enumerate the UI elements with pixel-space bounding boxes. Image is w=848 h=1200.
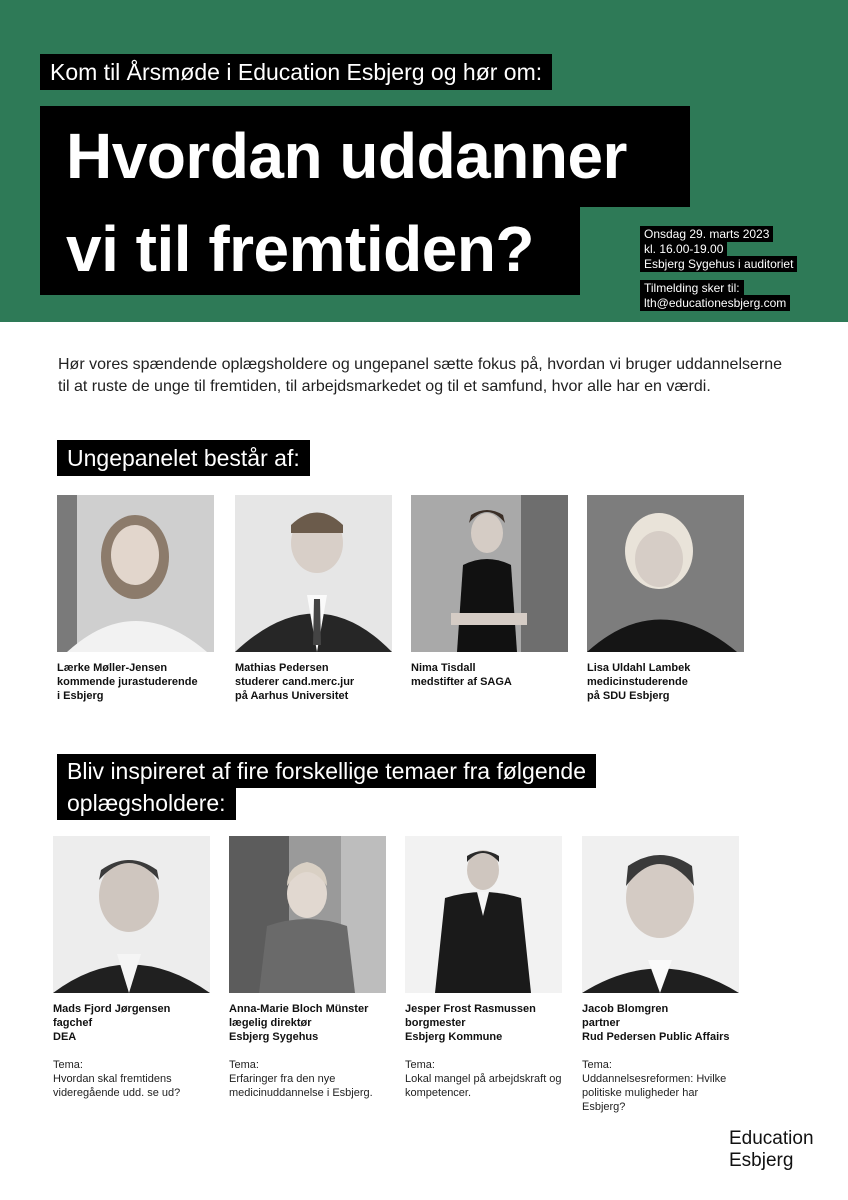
speaker-role: lægelig direktør — [229, 1017, 312, 1029]
member-name: Mathias Pedersen — [235, 662, 329, 674]
speaker-org: Esbjerg Kommune — [405, 1031, 503, 1043]
portrait-photo — [587, 495, 744, 652]
speaker-org: Rud Pedersen Public Affairs — [582, 1031, 730, 1043]
speaker-tema: Tema: Hvordan skal fremtidens videregående udd. se ud? — [53, 1059, 181, 1099]
portrait-photo — [405, 836, 562, 993]
event-date: Onsdag 29. marts 2023 — [640, 226, 773, 242]
kicker-label: Kom til Årsmøde i Education Esbjerg og hør om: — [40, 54, 552, 90]
brand-line-1: Education — [729, 1128, 814, 1149]
portrait-photo — [411, 495, 568, 652]
speaker — [229, 836, 389, 1100]
brand-logo — [729, 1128, 814, 1172]
member-role: på Aarhus Universitet — [235, 690, 349, 702]
speaker — [405, 836, 565, 1100]
portrait-photo — [582, 836, 739, 993]
portrait-photo — [57, 495, 214, 652]
member-name: Lisa Uldahl Lambek — [587, 662, 691, 674]
speakers-heading-line-2: oplægsholdere: — [57, 788, 236, 820]
member-role: medicinstuderende — [587, 676, 688, 688]
speaker-tema: Tema: Erfaringer fra den nye medicinuddannelse i Esbjerg. — [229, 1059, 373, 1099]
speaker-org: Esbjerg Sygehus — [229, 1031, 319, 1043]
portrait-photo — [235, 495, 392, 652]
speaker-role: partner — [582, 1017, 620, 1029]
panel-member — [587, 495, 747, 703]
brand-line-2: Esbjerg — [729, 1150, 794, 1171]
speaker-name: Jesper Frost Rasmussen — [405, 1003, 536, 1015]
member-role: på SDU Esbjerg — [587, 690, 670, 702]
speaker-org: DEA — [53, 1031, 77, 1043]
member-role: medstifter af SAGA — [411, 676, 512, 688]
signup-email[interactable]: lth@educationesbjerg.com — [640, 295, 790, 311]
panel-member — [411, 495, 571, 689]
panel-member — [235, 495, 395, 703]
member-name: Nima Tisdall — [411, 662, 476, 674]
member-role: i Esbjerg — [57, 690, 104, 702]
speaker-tema: Tema: Lokal mangel på arbejdskraft og kompetencer. — [405, 1059, 562, 1099]
member-role: kommende jurastuderende — [57, 676, 198, 688]
speaker — [582, 836, 742, 1114]
speaker — [53, 836, 213, 1100]
speaker-role: fagchef — [53, 1017, 93, 1029]
speaker-name: Mads Fjord Jørgensen — [53, 1003, 171, 1015]
headline-line-2: vi til fremtiden? — [40, 207, 580, 295]
signup-label: Tilmelding sker til: — [640, 280, 744, 296]
intro-text: Hør vores spændende oplægsholdere og ungepanel sætte fokus på, hvordan vi bruger uddannelserne til at ruste de unge til fremtiden, til arbejdsmarkedet og til et samfund, hvor alle har en værdi. — [58, 356, 783, 395]
portrait-photo — [229, 836, 386, 993]
speaker-role: borgmester — [405, 1017, 466, 1029]
event-place: Esbjerg Sygehus i auditoriet — [640, 256, 797, 272]
headline-line-1: Hvordan uddanner — [40, 106, 690, 207]
member-name: Lærke Møller-Jensen — [57, 662, 168, 674]
panel-member — [57, 495, 217, 703]
speaker-name: Jacob Blomgren — [582, 1003, 669, 1015]
speaker-tema: Tema: Uddannelsesreformen: Hvilke politiske muligheder har Esbjerg? — [582, 1059, 727, 1113]
speakers-heading-line-1: Bliv inspireret af fire forskellige temaer fra følgende — [57, 754, 596, 788]
portrait-photo — [53, 836, 210, 993]
speaker-name: Anna-Marie Bloch Münster — [229, 1003, 369, 1015]
event-time: kl. 16.00-19.00 — [640, 241, 727, 257]
member-role: studerer cand.merc.jur — [235, 676, 355, 688]
panel-heading: Ungepanelet består af: — [57, 440, 310, 476]
